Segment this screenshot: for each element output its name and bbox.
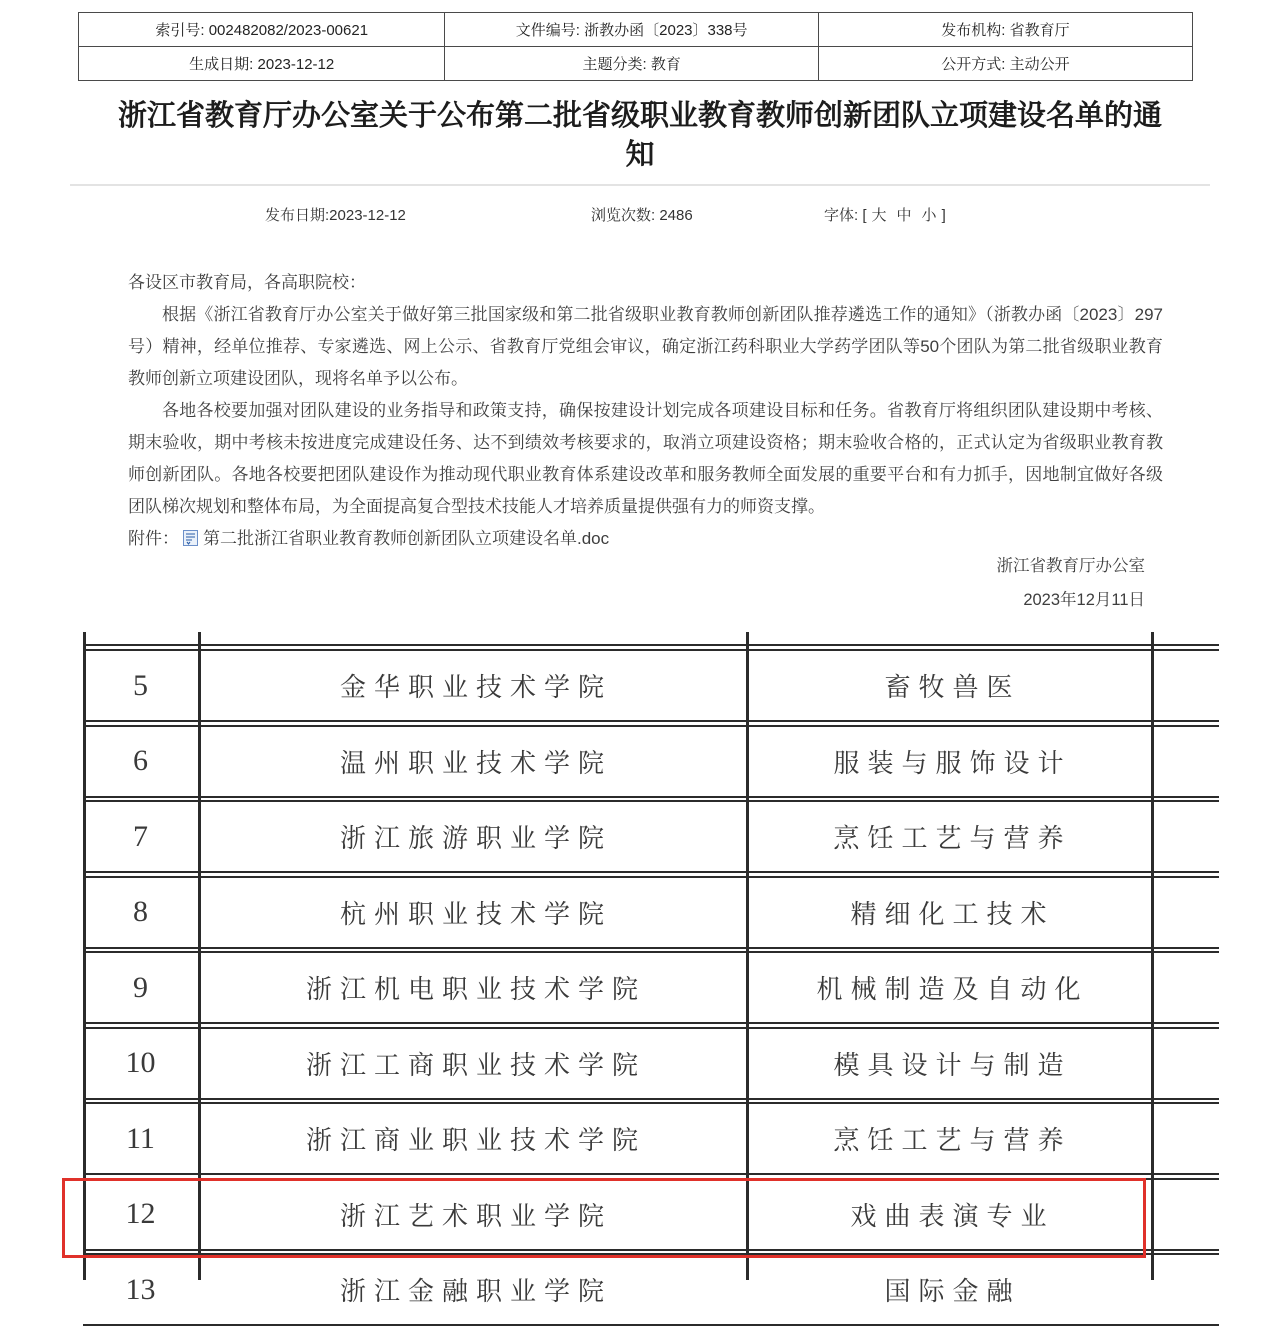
publish-meta-row [0, 204, 1280, 224]
row-number-cell: 5 [133, 668, 148, 702]
row-number-cell: 6 [133, 744, 148, 777]
font-size-widget [824, 204, 946, 225]
table-row-partial-top [83, 632, 1219, 646]
major-cell: 国际金融 [884, 1277, 1021, 1306]
row-number-cell: 11 [126, 1121, 155, 1155]
table-row [83, 876, 1219, 949]
row-number-cell: 13 [125, 1272, 156, 1306]
major-cell: 烹饪工艺与营养 [833, 1126, 1072, 1155]
attachment-link[interactable]: 第二批浙江省职业教育教师创新团队立项建设名单.doc [203, 529, 610, 548]
major-cell: 畜牧兽医 [884, 673, 1021, 702]
view-count: 浏览次数: 2486 [591, 207, 693, 224]
school-cell: 浙江艺术职业学院 [339, 1201, 612, 1231]
paragraph-intro: 根据《浙江省教育厅办公室关于做好第三批国家级和第二批省级职业教育教师创新团队推荐遴选工作的通知》（浙教办函〔2023〕297号）精神，经单位推荐、专家遴选、网上公示、省教育厅党组会审议，确定浙江药科职业大学药学团队等50个团队为第二批省级职业教育教师创新立项建设团队，现将名单予以公布。 [128, 305, 1163, 388]
table-row [83, 951, 1219, 1024]
school-cell: 浙江旅游职业学院 [339, 824, 612, 853]
signature-date: 2023年12月11日 [1023, 591, 1145, 609]
font-size-small-button[interactable]: 小 [921, 207, 937, 224]
info-cell-topic-category: 主题分类: 教育 [445, 47, 818, 81]
school-cell: 金华职业技术学院 [339, 673, 612, 702]
major-cell: 模具设计与制造 [833, 1050, 1072, 1080]
info-cell-create-date: 生成日期: 2023-12-12 [79, 47, 445, 81]
row-number-cell: 12 [125, 1197, 156, 1230]
font-size-medium-button[interactable]: 中 [896, 207, 912, 224]
font-size-large-button[interactable]: 大 [871, 207, 887, 224]
major-cell: 机械制造及自动化 [816, 975, 1089, 1004]
attachment-label: 附件： [128, 529, 179, 548]
major-cell: 戏曲表演专业 [850, 1201, 1055, 1231]
major-cell: 服装与服饰设计 [833, 748, 1072, 778]
school-cell: 浙江金融职业学院 [339, 1277, 612, 1306]
font-size-label: 字体: [ [824, 207, 867, 224]
page-title: 浙江省教育厅办公室关于公布第二批省级职业教育教师创新团队立项建设名单的通知 [117, 100, 1162, 171]
major-cell: 精细化工技术 [850, 899, 1055, 929]
info-row [79, 47, 1193, 81]
title-divider [70, 184, 1210, 186]
table-row [83, 1102, 1219, 1175]
document-body [128, 267, 1163, 557]
school-cell: 浙江机电职业技术学院 [305, 975, 646, 1004]
salutation: 各设区市教育局，各高职院校： [128, 273, 366, 292]
table-row [83, 800, 1219, 873]
table-row [83, 1027, 1219, 1100]
highlight-rectangle [62, 1178, 1146, 1258]
info-cell-issuing-agency: 发布机构: 省教育厅 [818, 13, 1192, 47]
signature-block [700, 549, 1145, 617]
row-number-cell: 7 [133, 819, 148, 853]
document-info-table [78, 12, 1193, 81]
word-doc-icon[interactable] [183, 525, 198, 557]
table-row [83, 725, 1219, 798]
publish-date: 发布日期:2023-12-12 [265, 207, 406, 224]
info-cell-publicity-mode: 公开方式: 主动公开 [818, 47, 1192, 81]
info-row [79, 13, 1193, 47]
table-row-partial-bottom [83, 1253, 1219, 1326]
school-cell: 浙江工商职业技术学院 [305, 1050, 646, 1080]
major-cell: 烹饪工艺与营养 [833, 824, 1072, 853]
paragraph-requirements: 各地各校要加强对团队建设的业务指导和政策支持，确保按建设计划完成各项建设目标和任务。省教育厅将组织团队建设期中考核、期末验收，期中考核未按进度完成建设任务、达不到绩效考核要求的，取消立项建设资格；期末验收合格的，正式认定为省级职业教育教师创新团队。各地各校要把团队建设作为推动现代职业教育体系建设改革和服务教师全面发展的重要平台和有力抓手，因地制宜做好各级团队梯次规划和整体布局，为全面提高复合型技术技能人才培养质量提供强有力的师资支撑。 [128, 401, 1163, 516]
signature-org: 浙江省教育厅办公室 [996, 557, 1145, 575]
table-row [83, 649, 1219, 722]
row-number-cell: 8 [133, 895, 148, 928]
school-cell: 浙江商业职业技术学院 [305, 1126, 646, 1155]
info-cell-file-number: 文件编号: 浙教办函〔2023〕338号 [445, 13, 818, 47]
row-number-cell: 10 [125, 1046, 156, 1079]
school-cell: 杭州职业技术学院 [339, 899, 612, 929]
table-border-line [1151, 632, 1154, 1280]
info-cell-index-number: 索引号: 002482082/2023-00621 [79, 13, 445, 47]
row-number-cell: 9 [133, 970, 148, 1004]
school-cell: 温州职业技术学院 [339, 748, 612, 778]
font-size-label-close: ] [941, 207, 946, 224]
